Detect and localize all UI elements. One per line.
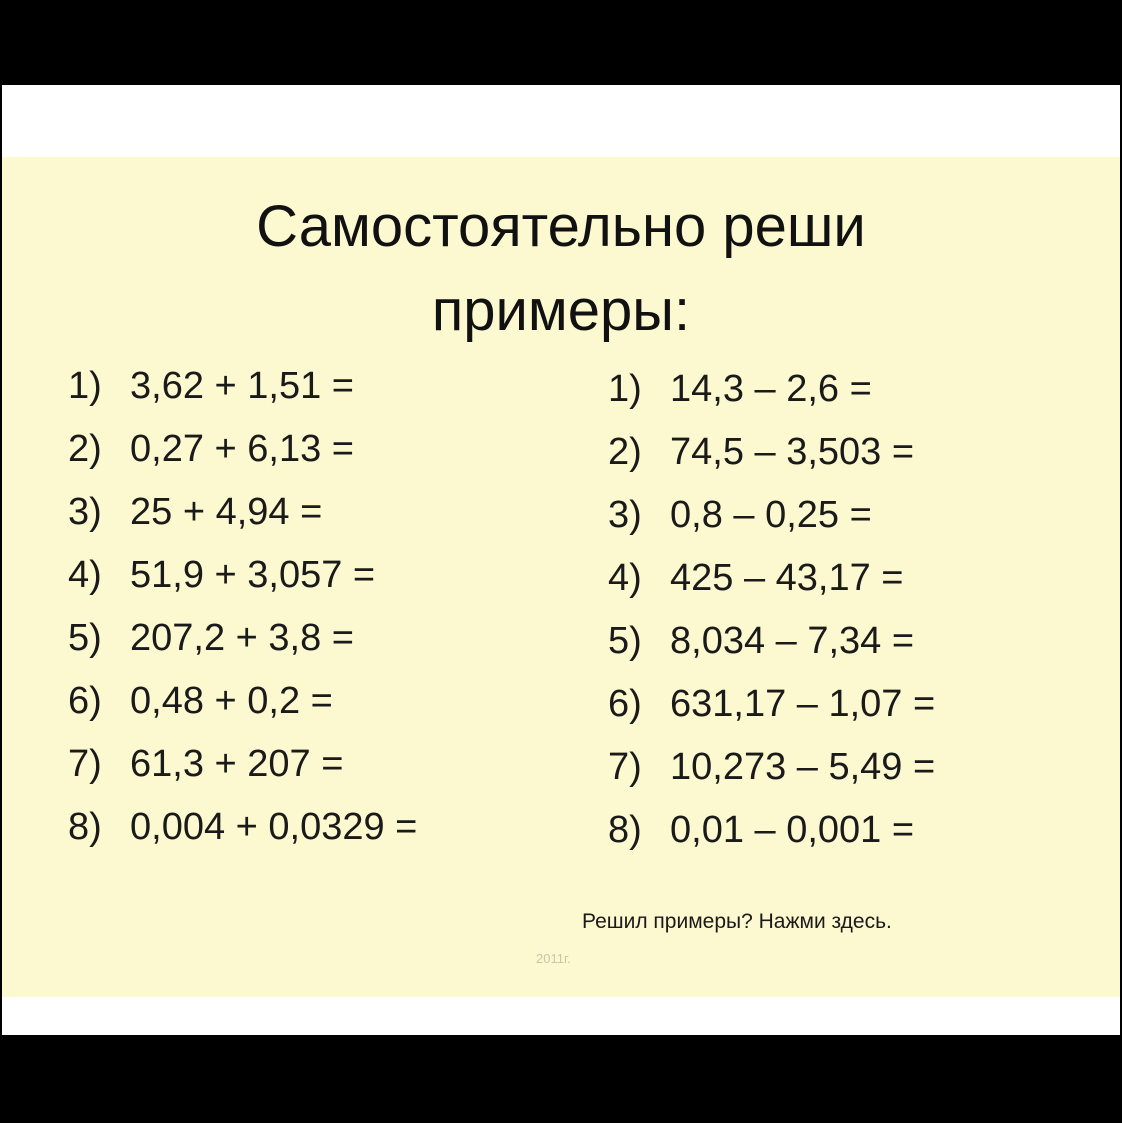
task-expression: 0,01 – 0,001 = — [670, 809, 915, 851]
task-expression: 425 – 43,17 = — [670, 557, 904, 599]
addition-task — [68, 796, 417, 859]
addition-task — [68, 733, 417, 796]
subtraction-task — [608, 421, 935, 484]
task-expression: 25 + 4,94 = — [130, 491, 323, 533]
task-number: 2) — [608, 431, 642, 473]
task-number: 8) — [608, 809, 642, 851]
subtraction-task-list — [608, 358, 935, 862]
slide-title — [0, 185, 1122, 353]
frame-top-bar — [0, 0, 1122, 85]
addition-task — [68, 544, 417, 607]
addition-task — [68, 670, 417, 733]
task-number: 7) — [608, 746, 642, 788]
task-number: 1) — [608, 368, 642, 410]
task-number: 2) — [68, 428, 102, 470]
subtraction-task — [608, 799, 935, 862]
task-expression: 0,004 + 0,0329 = — [130, 806, 418, 848]
subtraction-task — [608, 547, 935, 610]
task-number: 1) — [68, 365, 102, 407]
task-expression: 51,9 + 3,057 = — [130, 554, 376, 596]
task-number: 6) — [608, 683, 642, 725]
task-number: 6) — [68, 680, 102, 722]
task-number: 3) — [68, 491, 102, 533]
task-expression: 10,273 – 5,49 = — [670, 746, 936, 788]
task-number: 3) — [608, 494, 642, 536]
addition-task — [68, 607, 417, 670]
task-expression: 61,3 + 207 = — [130, 743, 344, 785]
addition-task-list — [68, 355, 417, 859]
task-expression: 631,17 – 1,07 = — [670, 683, 936, 725]
task-number: 5) — [608, 620, 642, 662]
subtraction-task — [608, 736, 935, 799]
addition-task — [68, 418, 417, 481]
white-band-top — [2, 85, 1120, 157]
task-expression: 74,5 – 3,503 = — [670, 431, 915, 473]
check-answers-link[interactable]: Решил примеры? Нажми здесь. — [582, 910, 892, 933]
task-expression: 0,48 + 0,2 = — [130, 680, 333, 722]
addition-task — [68, 355, 417, 418]
task-number: 4) — [68, 554, 102, 596]
task-number: 8) — [68, 806, 102, 848]
subtraction-task — [608, 610, 935, 673]
addition-task — [68, 481, 417, 544]
task-expression: 0,8 – 0,25 = — [670, 494, 872, 536]
task-number: 5) — [68, 617, 102, 659]
task-number: 7) — [68, 743, 102, 785]
task-number: 4) — [608, 557, 642, 599]
subtraction-task — [608, 673, 935, 736]
task-expression: 207,2 + 3,8 = — [130, 617, 354, 659]
task-expression: 3,62 + 1,51 = — [130, 365, 354, 407]
frame-bottom-bar — [0, 1035, 1122, 1123]
title-line-1: Самостоятельно реши — [256, 194, 866, 259]
year-label: 2011г. — [536, 951, 571, 966]
subtraction-task — [608, 358, 935, 421]
task-expression: 14,3 – 2,6 = — [670, 368, 872, 410]
task-expression: 0,27 + 6,13 = — [130, 428, 354, 470]
title-line-2: примеры: — [431, 278, 691, 343]
task-expression: 8,034 – 7,34 = — [670, 620, 915, 662]
subtraction-task — [608, 484, 935, 547]
white-band-bottom — [2, 997, 1120, 1035]
